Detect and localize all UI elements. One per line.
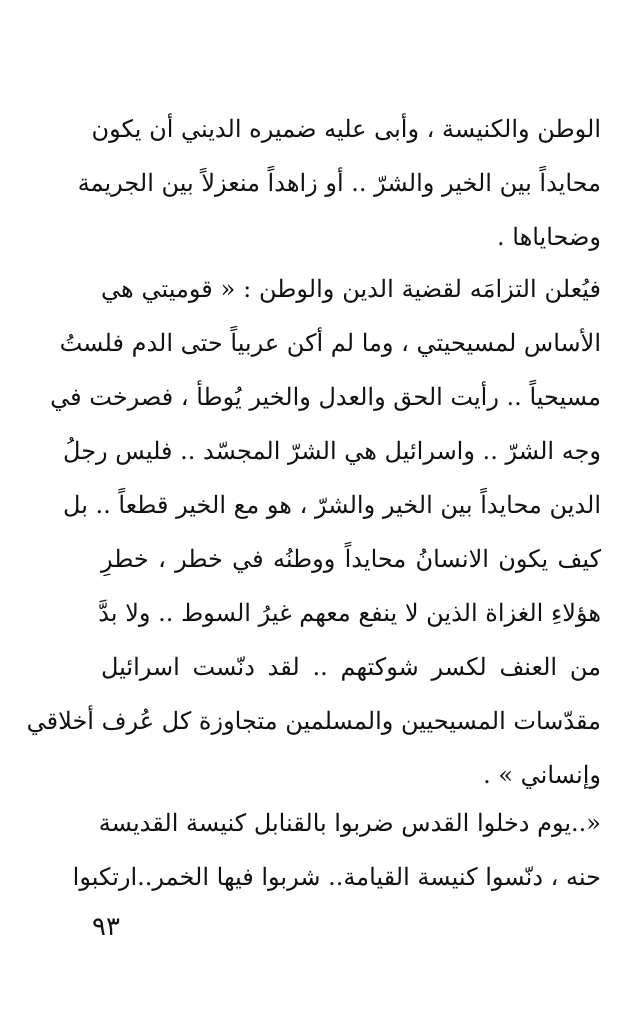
text-line: وجه الشرّ .. واسرائيل هي الشرّ المجسّد .. فليس رجلُ (63, 437, 601, 465)
paragraph-1 (77, 102, 601, 264)
text-line: الوطن والكنيسة ، وأبى عليه ضميره الديني أن يكون (91, 115, 601, 143)
text-line: فيُعلن التزامَه لقضية الدين والوطن : « قوميتي هي (101, 275, 601, 303)
text-line: مسيحياً .. رأيت الحق والعدل والخير يُوطأ ، فصرخت في (50, 383, 601, 411)
text-line: من العنف لكسر شوكتهم .. لقد دنّست اسرائيل (101, 653, 601, 681)
paragraph-2 (26, 262, 601, 802)
paragraph-3 (72, 796, 601, 904)
text-line: كيف يكون الانسانُ محايداً ووطنُه في خطر ، خطرِ (101, 545, 601, 573)
text-line: الدين محايداً بين الخير والشرّ ، هو مع الخير قطعاً .. بل (63, 491, 601, 519)
text-line: «..يوم دخلوا القدس ضربوا بالقنابل كنيسة القديسة (98, 809, 601, 837)
text-line: مقدّسات المسيحيين والمسلمين متجاوزة كل عُرف أخلاقي (26, 707, 601, 735)
text-line: محايداً بين الخير والشرّ .. أو زاهداً منعزلاً بين الجريمة (77, 169, 601, 197)
text-line: حنه ، دنّسوا كنيسة القيامة.. شربوا فيها الخمر..ارتكبوا (72, 863, 601, 891)
page-number: ٩٣ (92, 912, 120, 942)
text-line: الأساس لمسيحيتي ، وما لم أكن عربياً حتى الدم فلستُ (59, 329, 601, 357)
text-line: وضحاياها . (497, 223, 601, 251)
text-line: وإنساني » . (483, 761, 601, 789)
text-line: هؤلاءِ الغزاة الذين لا ينفع معهم غيرُ السوط .. ولا بدَّ (98, 599, 601, 627)
